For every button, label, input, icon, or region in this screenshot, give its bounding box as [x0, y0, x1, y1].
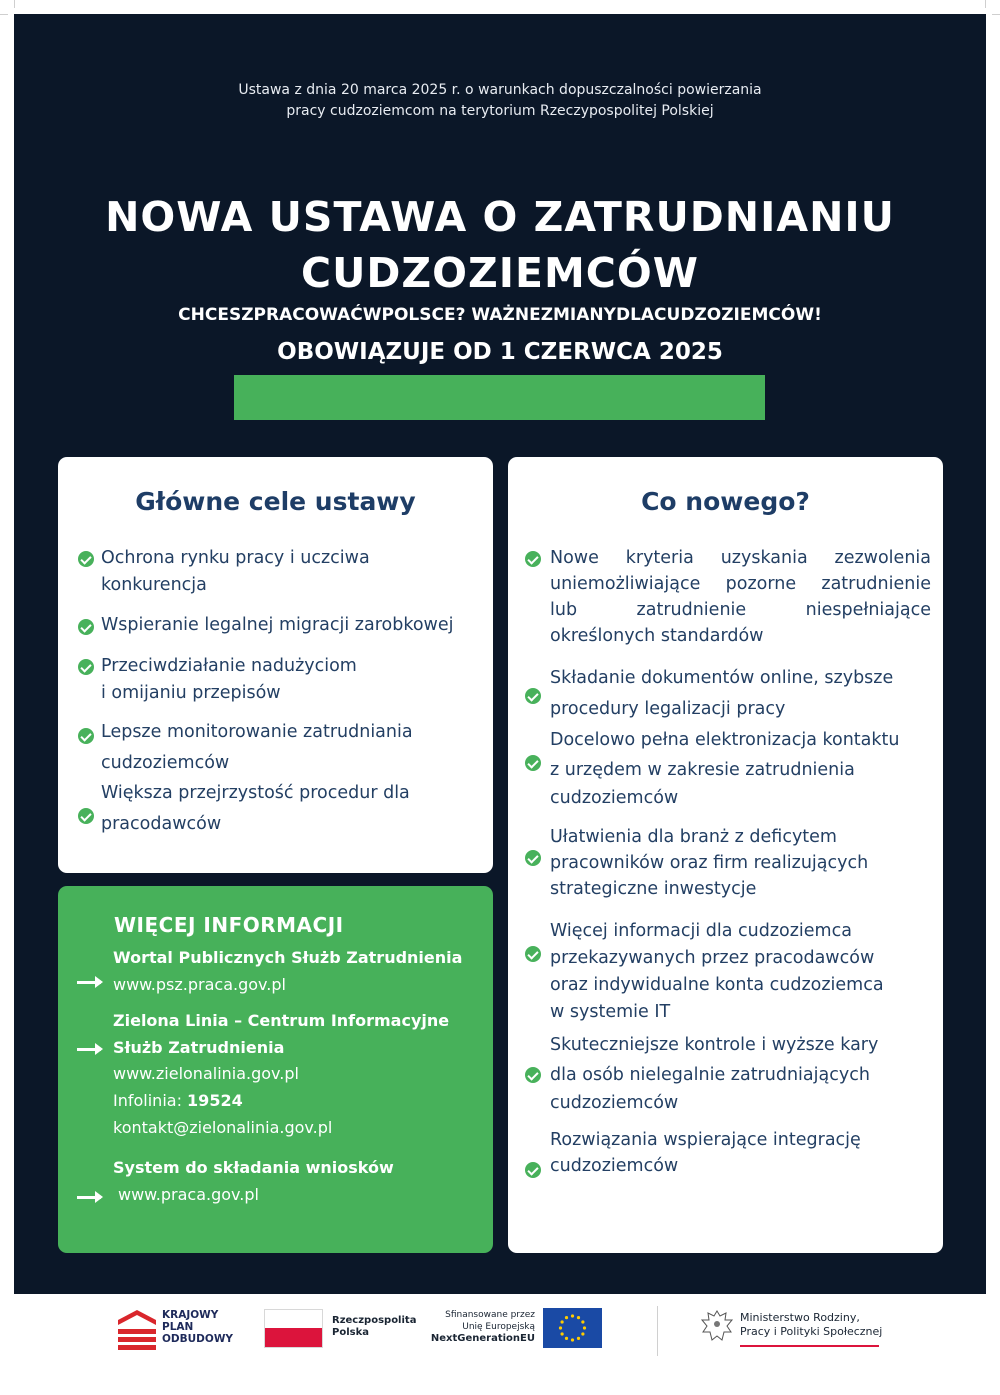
news-item-text: przekazywanych przez pracodawców	[550, 948, 875, 968]
rp-text-line: Rzeczpospolita	[332, 1315, 417, 1326]
kpo-text-line: ODBUDOWY	[162, 1333, 233, 1345]
check-icon	[78, 619, 94, 635]
news-item-text: Docelowo pełna elektronizacja kontaktu	[550, 730, 900, 750]
hotline	[113, 1088, 243, 1114]
green-line-link[interactable]: www.zielonalinia.gov.pl	[113, 1064, 299, 1083]
check-icon	[78, 808, 94, 824]
news-list-item	[550, 545, 931, 649]
crop-mark	[992, 14, 1000, 15]
system-link[interactable]: www.praca.gov.pl	[118, 1185, 259, 1204]
eu-text-line: Sfinansowane przez	[445, 1310, 535, 1320]
eu-star-icon	[581, 1332, 584, 1335]
poster-subtitle: CHCESZPRACOWAĆWPOLSCE? WAŻNEZMIANYDLACUDZOZIEMCÓW!	[178, 305, 822, 325]
goals-item-text: Większa przejrzystość procedur dla	[101, 783, 410, 803]
poster-background	[14, 14, 986, 1294]
eu-flag-icon	[543, 1308, 602, 1348]
goals-item-text: Przeciwdziałanie nadużyciom	[101, 656, 357, 676]
check-icon	[525, 688, 541, 704]
news-card	[508, 457, 943, 1253]
eu-star-icon	[565, 1337, 568, 1340]
more-info-box	[58, 886, 493, 1253]
news-list-item	[550, 918, 931, 1026]
goals-item-text: Ochrona rynku pracy i uczciwa	[101, 548, 370, 568]
check-icon	[525, 850, 541, 866]
news-item-text: oraz indywidualne konta cudzoziemca	[550, 975, 884, 995]
eu-text-line: Unię Europejską	[462, 1322, 535, 1332]
news-item-text: w systemie IT	[550, 1002, 671, 1022]
ministry-underline	[740, 1345, 879, 1347]
news-item-text: Ułatwienia dla branż z deficytem	[550, 827, 837, 847]
goals-item-text: konkurencja	[101, 575, 207, 595]
news-list-item	[550, 663, 931, 725]
footer-logos	[0, 1294, 1000, 1395]
effective-date: OBOWIĄZUJE OD 1 CZERWCA 2025	[277, 339, 723, 365]
news-item-text: cudzoziemców	[550, 1156, 679, 1176]
goals-list-item	[101, 653, 481, 707]
check-icon	[78, 659, 94, 675]
news-item-text: strategiczne inwestycje	[550, 879, 757, 899]
goals-list-item	[101, 717, 481, 779]
goals-item-text: i omijaniu przepisów	[101, 683, 281, 703]
goals-item-text: Wspieranie legalnej migracji zarobkowej	[101, 615, 454, 635]
poster-title-line2: CUDZOZIEMCÓW	[301, 249, 699, 297]
eu-star-icon	[577, 1337, 580, 1340]
contact-email-link[interactable]: kontakt@zielonalinia.gov.pl	[113, 1118, 333, 1137]
arrow-right-icon	[77, 981, 101, 984]
news-card-title: Co nowego?	[641, 487, 810, 516]
system-name: System do składania wniosków	[113, 1158, 394, 1177]
news-item-text: cudzoziemców	[550, 1093, 679, 1113]
check-icon	[525, 1162, 541, 1178]
kpo-text-line: PLAN	[162, 1321, 194, 1333]
footer-divider	[657, 1306, 658, 1356]
goals-list-item	[101, 545, 481, 599]
act-reference-line2: pracy cudzoziemcom na terytorium Rzeczypospolitej Polskiej	[286, 103, 714, 119]
goals-list-item	[101, 612, 481, 639]
ministry-text-line: Pracy i Polityki Społecznej	[740, 1325, 883, 1338]
news-item-text: określonych standardów	[550, 626, 764, 646]
news-item-text: procedury legalizacji pracy	[550, 699, 786, 719]
ministry-text-line: Ministerstwo Rodziny,	[740, 1311, 860, 1324]
eu-star-icon	[581, 1320, 584, 1323]
green-line-name: Zielona Linia – Centrum Informacyjne	[113, 1011, 450, 1030]
check-icon	[78, 728, 94, 744]
arrow-right-icon	[77, 1048, 101, 1051]
ministry-name	[740, 1311, 882, 1339]
act-reference-line1: Ustawa z dnia 20 marca 2025 r. o warunkach dopuszczalności powierzania	[238, 82, 762, 98]
eu-text-line: NextGenerationEU	[430, 1333, 535, 1344]
kpo-text-line: KRAJOWY	[162, 1309, 219, 1321]
crop-mark	[0, 14, 8, 15]
rp-text-line: Polska	[332, 1327, 369, 1338]
news-item-text: dla osób nielegalnie zatrudniających	[550, 1065, 870, 1085]
check-icon	[525, 946, 541, 962]
eu-star-icon	[577, 1316, 580, 1319]
wortal-name: Wortal Publicznych Służb Zatrudnienia	[113, 948, 463, 967]
check-icon	[525, 1067, 541, 1083]
news-item-text: z urzędem w zakresie zatrudnienia	[550, 760, 855, 780]
crop-mark	[985, 0, 986, 8]
news-item-text: Składanie dokumentów online, szybsze	[550, 668, 894, 688]
arrow-right-icon	[77, 1196, 101, 1199]
eu-funding-text	[420, 1309, 535, 1345]
eu-star-icon	[583, 1326, 586, 1329]
eu-star-icon	[571, 1314, 574, 1317]
goals-card-title: Główne cele ustawy	[135, 487, 416, 516]
goals-item-text: cudzoziemców	[101, 753, 230, 773]
hotline-label: Infolinia:	[113, 1091, 188, 1110]
news-list-item	[550, 725, 931, 811]
news-item-text: Nowe kryteria uzyskania zezwolenia	[550, 548, 931, 568]
news-list-item	[550, 1127, 931, 1179]
hotline-number: 19524	[187, 1091, 243, 1110]
check-icon	[525, 755, 541, 771]
eu-star-icon	[561, 1320, 564, 1323]
news-item-text: pracowników oraz firm realizujących	[550, 853, 869, 873]
news-item-text: Więcej informacji dla cudzoziemca	[550, 921, 852, 941]
poster-title-line1: NOWA USTAWA O ZATRUDNIANIU	[105, 193, 895, 241]
wortal-link[interactable]: www.psz.praca.gov.pl	[113, 975, 286, 994]
goals-list-item	[101, 778, 481, 840]
green-accent-bar	[234, 375, 765, 420]
eu-star-icon	[571, 1338, 574, 1341]
news-item-text: lub zatrudnienie niespełniające	[550, 600, 931, 620]
news-item-text: cudzoziemców	[550, 788, 679, 808]
polish-flag-icon	[264, 1309, 323, 1348]
news-list-item	[550, 1030, 931, 1116]
kpo-logo-icon	[118, 1310, 156, 1350]
eu-star-icon	[565, 1316, 568, 1319]
more-info-title: WIĘCEJ INFORMACJI	[114, 913, 344, 937]
news-item-text: Skuteczniejsze kontrole i wyższe kary	[550, 1035, 879, 1055]
eu-star-icon	[561, 1332, 564, 1335]
check-icon	[78, 551, 94, 567]
goals-item-text: Lepsze monitorowanie zatrudniania	[101, 722, 413, 742]
rp-logo-text	[332, 1315, 416, 1339]
news-item-text: uniemożliwiające pozorne zatrudnienie	[550, 574, 931, 594]
polish-eagle-icon	[700, 1308, 734, 1346]
goals-item-text: pracodawców	[101, 814, 222, 834]
news-item-text: Rozwiązania wspierające integrację	[550, 1130, 861, 1150]
check-icon	[525, 551, 541, 567]
goals-card	[58, 457, 493, 873]
crop-mark	[14, 0, 15, 8]
eu-star-icon	[559, 1326, 562, 1329]
green-line-name: Służb Zatrudnienia	[113, 1038, 285, 1057]
news-list-item	[550, 824, 931, 902]
kpo-logo-text	[162, 1309, 233, 1345]
